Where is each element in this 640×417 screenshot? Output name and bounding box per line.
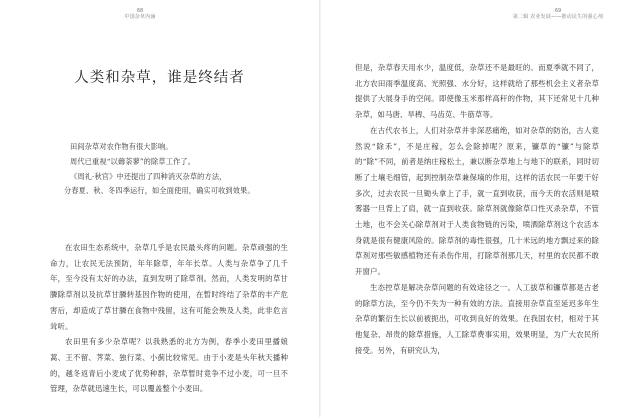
right-running-head-title: 第二辑 农业发展——推动民生的强心剂	[512, 14, 604, 20]
paragraph: 生态控草是解决杂草问题的有效途径之一。人工拔草和镰草都是古老的除草方法，至今仍不失为一种有效的方法。直接用杂草直至延迟多年生杂草的繁衍生长以前被扼出，可收到良好的效果。在我国农村，相对于其他复杂、昂贵的除草措施，人工除草费事实用，效果明显，为广大农民所接受。另外，有研究认为，	[355, 282, 599, 355]
epigraph-line: 分春夏、秋、冬四季运行，如全面使用，确实可收到效果。	[64, 186, 255, 196]
left-running-head-title: 中国杂草内涵	[124, 14, 156, 20]
epigraph-line: 周代已重视“以薅荼蓼”的除草工作了。	[70, 156, 196, 166]
epigraph-line: 《周礼·秋官》中还提出了四种消灭杂草的方法，	[70, 171, 227, 181]
paragraph: 在古代农书上，人们对杂草并非深恶痛绝，如对杂草的防治，古人竟然说“除禾”，不是庄稼，怎么会除掉呢？原来，镰草的“镰”与除草的“除”不同，前者是纳庄稼松土，兼以断杂草地上与地下的联系，同时切断了土壤毛细管，起到控制杂草兼保墒的作用，这样的活农民一年要干好多次，过去农民一旦锄头拿上了手，就一直到收获，而今天的农活则是喷雾器一旦背上了肩，就一直到收获。除草剂就像除草口性灭杀杂草，不管土地，也不会关心除草剂对于人类食物链的污染，喷洒除草剂这个农活本身就是很有健康风险的。除草剂的毒性很强，几十米远的地方飘过来的除草剂对那些敏感植物还有杀伤作用，打除草剂那几天，村里的农民都不敢开窗户。	[355, 125, 599, 277]
epigraph-line: 田间杂草对农作物有很大影响。	[70, 142, 173, 151]
right-body-text	[355, 60, 599, 358]
right-running-head	[488, 8, 628, 20]
paragraph: 但是，杂草春天用水少，温度低，杂草还不是最旺的。而夏季就不同了，北方农田雨季温度高、光照强、水分好，这样就给了那些机会主义者杂草提供了大展身手的空间。即使像玉米那样高秆的作物，其下还常见十几种杂草，如马唐、旱稗、马齿苋、牛筋草等。	[355, 63, 599, 120]
right-page	[321, 0, 640, 417]
left-page	[0, 0, 319, 417]
chapter-title: 人类和杂草，谁是终结者	[74, 70, 245, 86]
epigraph	[64, 140, 279, 199]
left-running-head	[80, 8, 200, 20]
paragraph: 农田里有多少杂草呢？以我熟悉的北方为例，春季小麦田里播娘蒿、王不留、荠菜、独行菜、小蓟比较常见。由于小麦是头年秋天播种的，越冬返青后小麦成了优势种群，杂草暂时竟争不过小麦，可一旦不管理，杂草就迅速生长，可以覆盖整个小麦田。	[50, 337, 288, 394]
right-page-number: 69	[554, 8, 562, 14]
left-page-number: 68	[136, 8, 144, 14]
left-body-text	[50, 240, 288, 397]
paragraph: 在农田生态系统中，杂草几乎是农民最头疼的问题。杂草顽强的生命力，让农民无法预防，年年除草，年年长草。人类与杂草争了几千年，至今没有太好的办法，直到发明了除草剂。然而，人类发明的草甘膦除草剂以及抗草甘膦转基因作物的使用，在暂时终结了杂草的丰产危害后，却造成了草甘膦在食物中残留，这有可能会殃及人类，此非危言耸听。	[50, 243, 288, 331]
